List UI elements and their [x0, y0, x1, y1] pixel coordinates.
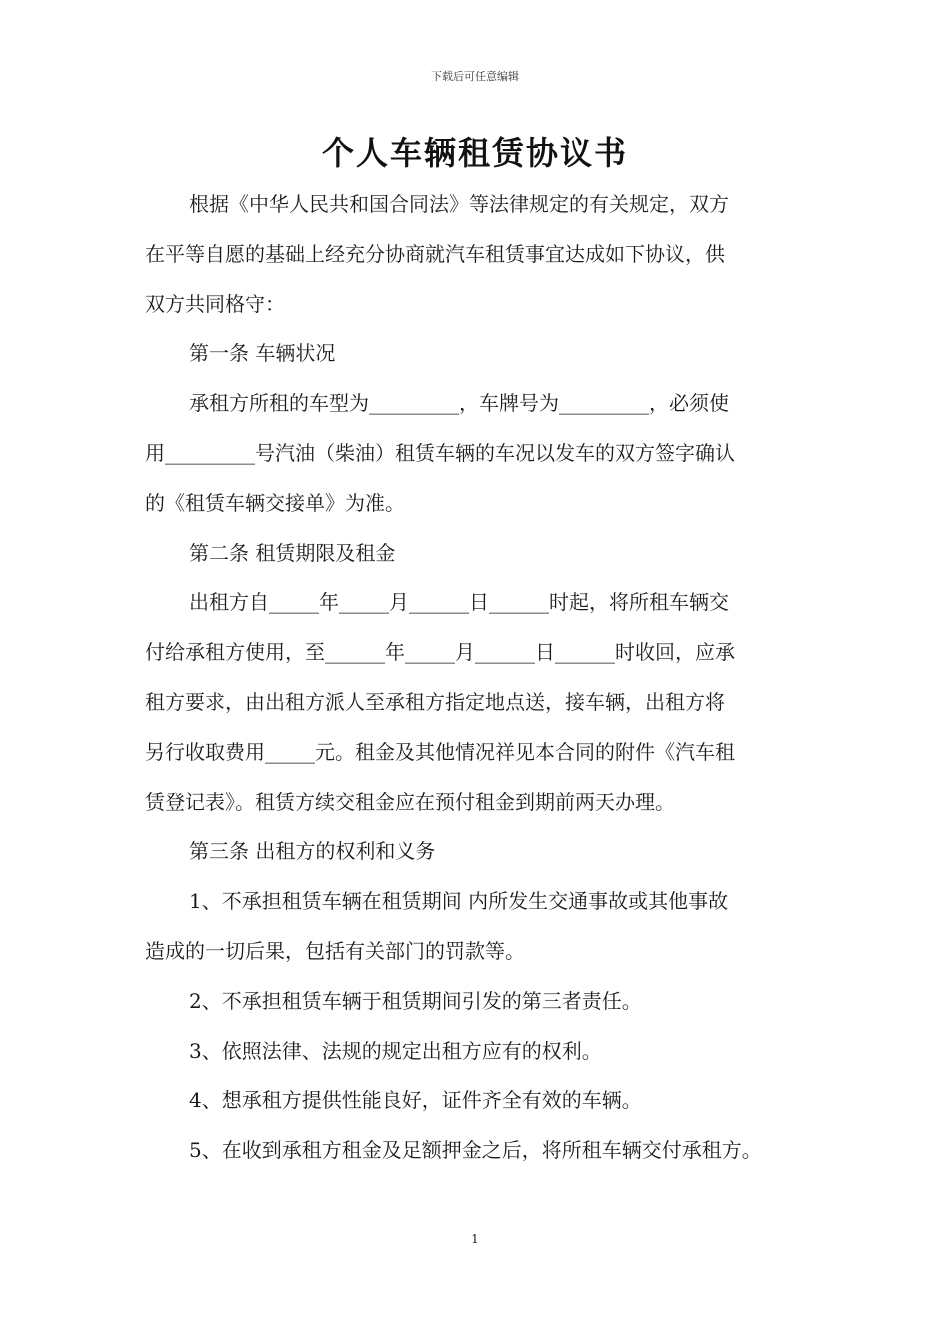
paragraph-line: 双方共同格守： — [145, 291, 285, 316]
paragraph-line: 赁登记表》。租赁方续交租金应在预付租金到期前两天办理。 — [145, 789, 675, 814]
section-heading: 第二条 租赁期限及租金 — [189, 540, 396, 565]
section-heading: 第三条 出租方的权利和义务 — [189, 839, 436, 864]
document-title: 个人车辆租赁协议书 — [321, 134, 628, 172]
paragraph-line: 承租方所租的车型为_________，车牌号为_________，必须使 — [189, 391, 729, 416]
page-number: 1 — [471, 1232, 479, 1246]
list-item: 4、想承租方提供性能良好，证件齐全有效的车辆。 — [189, 1088, 642, 1113]
paragraph-line: 造成的一切后果，包括有关部门的罚款等。 — [145, 938, 525, 963]
section-heading: 第一条 车辆状况 — [189, 341, 336, 366]
paragraph-line: 出租方自_____年_____月______日______时起，将所租车辆交 — [189, 590, 729, 615]
list-item: 5、在收到承租方租金及足额押金之后，将所租车辆交付承租方。 — [189, 1138, 762, 1163]
document-body — [145, 180, 820, 1176]
paragraph-line: 另行收取费用_____元。租金及其他情况祥见本合同的附件《汽车租 — [145, 739, 735, 764]
header-note: 下载后可任意编辑 — [431, 70, 519, 83]
paragraph-line: 的《租赁车辆交接单》为准。 — [145, 490, 405, 515]
paragraph-line: 租方要求，由出租方派人至承租方指定地点送，接车辆，出租方将 — [145, 689, 725, 714]
paragraph-line: 用_________号汽油（柴油）租赁车辆的车况以发车的双方签字确认 — [145, 440, 735, 465]
paragraph-line: 付给承租方使用，至______年_____月______日______时收回，应承 — [145, 640, 735, 665]
paragraph-line: 根据《中华人民共和国合同法》等法律规定的有关规定，双方 — [189, 192, 729, 216]
paragraph-line: 在平等自愿的基础上经充分协商就汽车租赁事宜达成如下协议，供 — [145, 241, 725, 266]
list-item: 3、依照法律、法规的规定出租方应有的权利。 — [189, 1038, 602, 1063]
list-item: 1、不承担租赁车辆在租赁期间 内所发生交通事故或其他事故 — [189, 889, 729, 914]
list-item: 2、不承担租赁车辆于租赁期间引发的第三者责任。 — [189, 988, 642, 1013]
